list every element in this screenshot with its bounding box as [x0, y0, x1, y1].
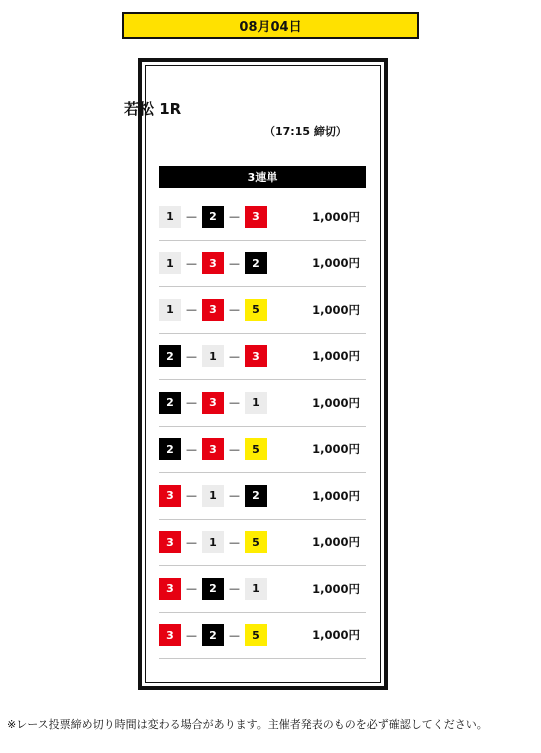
bet-row — [159, 194, 366, 241]
separator-dash: — — [186, 256, 197, 270]
separator-dash: — — [229, 535, 240, 549]
boat-number-first: 3 — [159, 578, 181, 600]
boat-number-third: 1 — [245, 578, 267, 600]
boat-number-second: 2 — [202, 578, 224, 600]
bet-amount: 1,000円 — [312, 395, 360, 410]
separator-dash: — — [229, 628, 240, 642]
separator-dash: — — [186, 349, 197, 363]
boat-number-third: 5 — [245, 299, 267, 321]
boat-number-third: 5 — [245, 438, 267, 460]
boat-number-second: 1 — [202, 531, 224, 553]
boat-number-first: 2 — [159, 345, 181, 367]
bet-amount: 1,000円 — [312, 488, 360, 503]
separator-dash: — — [229, 489, 240, 503]
bet-row — [159, 427, 366, 474]
bet-amount: 1,000円 — [312, 628, 360, 643]
race-title: 若松 1R — [124, 100, 182, 118]
boat-number-first: 1 — [159, 206, 181, 228]
boat-number-second: 3 — [202, 299, 224, 321]
bet-row — [159, 334, 366, 381]
boat-number-third: 5 — [245, 531, 267, 553]
bet-row — [159, 241, 366, 288]
boat-number-third: 3 — [245, 345, 267, 367]
bet-row — [159, 566, 366, 613]
boat-number-second: 2 — [202, 206, 224, 228]
boat-number-first: 2 — [159, 392, 181, 414]
separator-dash: — — [229, 396, 240, 410]
boat-number-first: 2 — [159, 438, 181, 460]
separator-dash: — — [186, 489, 197, 503]
boat-number-first: 3 — [159, 531, 181, 553]
race-deadline: （17:15 締切） — [264, 125, 347, 138]
bet-row — [159, 473, 366, 520]
boat-number-first: 1 — [159, 299, 181, 321]
boat-number-first: 3 — [159, 624, 181, 646]
bet-row — [159, 287, 366, 334]
boat-number-first: 3 — [159, 485, 181, 507]
bet-amount: 1,000円 — [312, 302, 360, 317]
separator-dash: — — [229, 349, 240, 363]
separator-dash: — — [186, 628, 197, 642]
bet-amount: 1,000円 — [312, 442, 360, 457]
boat-number-second: 1 — [202, 345, 224, 367]
boat-number-first: 1 — [159, 252, 181, 274]
separator-dash: — — [229, 210, 240, 224]
bet-type-header: 3連単 — [159, 166, 366, 188]
separator-dash: — — [229, 303, 240, 317]
boat-number-third: 2 — [245, 485, 267, 507]
separator-dash: — — [186, 210, 197, 224]
boat-number-second: 2 — [202, 624, 224, 646]
boat-number-third: 2 — [245, 252, 267, 274]
bet-amount: 1,000円 — [312, 535, 360, 550]
bet-amount: 1,000円 — [312, 209, 360, 224]
separator-dash: — — [229, 582, 240, 596]
boat-number-second: 3 — [202, 392, 224, 414]
bet-amount: 1,000円 — [312, 349, 360, 364]
boat-number-second: 1 — [202, 485, 224, 507]
bet-amount: 1,000円 — [312, 581, 360, 596]
separator-dash: — — [186, 535, 197, 549]
boat-number-third: 5 — [245, 624, 267, 646]
boat-number-third: 1 — [245, 392, 267, 414]
bet-row — [159, 380, 366, 427]
separator-dash: — — [186, 582, 197, 596]
footnote: ※レース投票締め切り時間は変わる場合があります。主催者発表のものを必ず確認してください。 — [7, 718, 488, 731]
separator-dash: — — [186, 442, 197, 456]
separator-dash: — — [186, 396, 197, 410]
boat-number-second: 3 — [202, 438, 224, 460]
date-banner — [122, 12, 419, 39]
boat-number-third: 3 — [245, 206, 267, 228]
boat-number-second: 3 — [202, 252, 224, 274]
separator-dash: — — [229, 256, 240, 270]
separator-dash: — — [186, 303, 197, 317]
date-label: 08月04日 — [239, 20, 302, 35]
separator-dash: — — [229, 442, 240, 456]
bet-row — [159, 520, 366, 567]
bet-list — [159, 194, 366, 659]
bet-amount: 1,000円 — [312, 256, 360, 271]
bet-row — [159, 613, 366, 660]
